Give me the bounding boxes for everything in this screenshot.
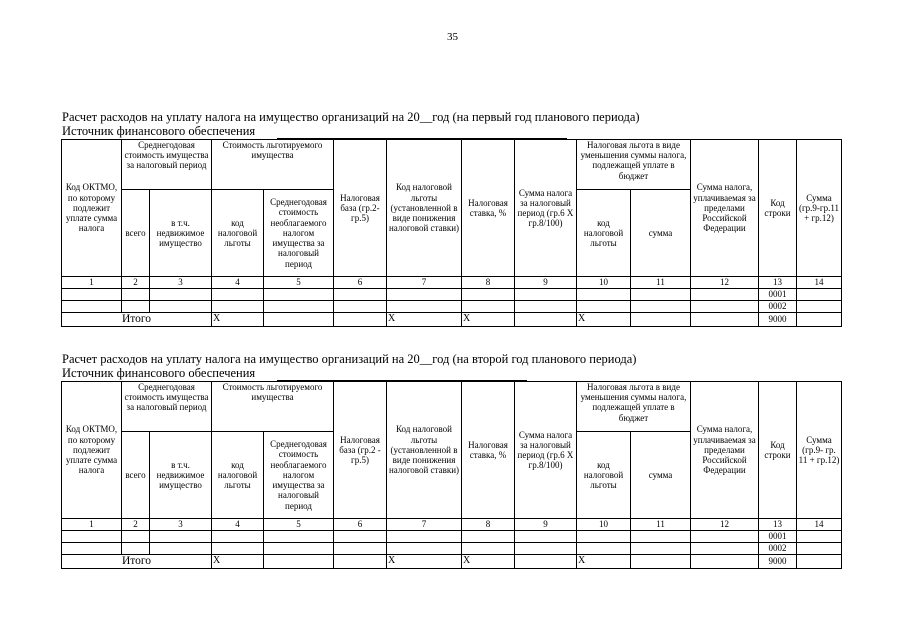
input-cell[interactable] <box>797 289 842 301</box>
header-total-sum: Сумма (гр.9-гр.11 + гр.12) <box>797 140 842 277</box>
header-avg-cost: Среднегодовая стоимость имущества за налоговый период <box>122 140 212 190</box>
input-cell[interactable] <box>515 543 577 555</box>
input-cell[interactable] <box>691 531 759 543</box>
col-number: 6 <box>334 519 387 531</box>
col-number: 1 <box>62 277 122 289</box>
input-cell[interactable] <box>577 531 631 543</box>
col-number: 8 <box>462 277 515 289</box>
col-number: 4 <box>212 277 264 289</box>
input-cell[interactable] <box>462 531 515 543</box>
x-mark: X <box>212 555 264 569</box>
header-row-code: Код строки <box>759 140 797 277</box>
header-tax-sum: Сумма налога за налоговый период (гр.6 X гр.8/100) <box>515 140 577 277</box>
input-cell[interactable] <box>515 313 577 327</box>
col-number: 2 <box>122 519 150 531</box>
header-benefit-rate-code: Код налоговой льготы (установленной в виде понижения налоговой ставки) <box>387 382 462 519</box>
header-sum: сумма <box>631 432 691 519</box>
header-incl-real: в т.ч. недвижимое имущество <box>150 432 212 519</box>
input-cell[interactable] <box>387 301 462 313</box>
input-cell[interactable] <box>797 313 842 327</box>
row-code: 0002 <box>759 301 797 313</box>
x-mark: X <box>387 313 462 327</box>
input-cell[interactable] <box>797 301 842 313</box>
input-cell[interactable] <box>334 543 387 555</box>
col-number: 11 <box>631 277 691 289</box>
input-cell[interactable] <box>212 543 264 555</box>
input-cell[interactable] <box>515 289 577 301</box>
header-tax-sum: Сумма налога за налоговый период (гр.6 X гр.8/100) <box>515 382 577 519</box>
input-cell[interactable] <box>631 289 691 301</box>
total-row <box>62 313 842 327</box>
col-number: 3 <box>150 277 212 289</box>
col-number: 10 <box>577 519 631 531</box>
input-cell[interactable] <box>334 555 387 569</box>
input-cell[interactable] <box>264 313 334 327</box>
input-cell[interactable] <box>577 289 631 301</box>
input-cell[interactable] <box>631 555 691 569</box>
x-mark: X <box>462 313 515 327</box>
input-cell[interactable] <box>577 301 631 313</box>
table2 <box>61 381 842 569</box>
header-benefit-code: код налоговой льготы <box>212 190 264 277</box>
table-row <box>62 301 842 313</box>
header-avg-cost: Среднегодовая стоимость имущества за налоговый период <box>122 382 212 432</box>
input-cell[interactable] <box>264 555 334 569</box>
col-number: 14 <box>797 519 842 531</box>
total-row <box>62 555 842 569</box>
header-rate: Налоговая ставка, % <box>462 382 515 519</box>
input-cell[interactable] <box>797 543 842 555</box>
input-cell[interactable] <box>212 289 264 301</box>
input-cell[interactable] <box>462 289 515 301</box>
col-number: 11 <box>631 519 691 531</box>
col-number: 10 <box>577 277 631 289</box>
row-code: 9000 <box>759 313 797 327</box>
input-cell[interactable] <box>691 543 759 555</box>
input-cell[interactable] <box>264 289 334 301</box>
input-cell[interactable] <box>264 531 334 543</box>
input-cell[interactable] <box>334 531 387 543</box>
input-cell[interactable] <box>462 301 515 313</box>
input-cell[interactable] <box>631 301 691 313</box>
input-cell[interactable] <box>691 289 759 301</box>
header-privileged-cost: Стоимость льготируемого имущества <box>212 140 334 190</box>
header-paid-outside: Сумма налога, уплачиваемая за пределами Российской Федерации <box>691 382 759 519</box>
input-cell[interactable] <box>631 531 691 543</box>
input-cell[interactable] <box>515 301 577 313</box>
input-cell[interactable] <box>334 313 387 327</box>
input-cell[interactable] <box>387 289 462 301</box>
input-cell[interactable] <box>62 543 122 555</box>
col-number: 9 <box>515 519 577 531</box>
input-cell[interactable] <box>387 531 462 543</box>
input-cell[interactable] <box>122 543 150 555</box>
row-code: 0001 <box>759 531 797 543</box>
x-mark: X <box>212 313 264 327</box>
header-rate: Налоговая ставка, % <box>462 140 515 277</box>
input-cell[interactable] <box>122 289 150 301</box>
input-cell[interactable] <box>150 531 212 543</box>
col-number: 1 <box>62 519 122 531</box>
header-privileged-cost: Стоимость льготируемого имущества <box>212 382 334 432</box>
input-cell[interactable] <box>515 531 577 543</box>
input-cell[interactable] <box>264 543 334 555</box>
header-total-sum: Сумма (гр.9- гр. 11 + гр.12) <box>797 382 842 519</box>
header-benefit-rate-code: Код налоговой льготы (установленной в виде понижения налоговой ставки) <box>387 140 462 277</box>
x-mark: X <box>577 555 631 569</box>
header-incl-real: в т.ч. недвижимое имущество <box>150 190 212 277</box>
input-cell[interactable] <box>122 301 150 313</box>
input-cell[interactable] <box>691 301 759 313</box>
header-benefit-reduction: Налоговая льгота в виде уменьшения суммы налога, подлежащей уплате в бюджет <box>577 140 691 190</box>
header-benefit-code-2: код налоговой льготы <box>577 190 631 277</box>
input-cell[interactable] <box>577 543 631 555</box>
table1 <box>61 139 842 327</box>
table-row <box>62 531 842 543</box>
input-cell[interactable] <box>62 301 122 313</box>
col-number: 9 <box>515 277 577 289</box>
page-number: 35 <box>447 31 458 43</box>
row-code: 0002 <box>759 543 797 555</box>
col-number: 12 <box>691 519 759 531</box>
col-number: 7 <box>387 519 462 531</box>
input-cell[interactable] <box>212 301 264 313</box>
input-cell[interactable] <box>150 301 212 313</box>
col-number: 4 <box>212 519 264 531</box>
col-number: 3 <box>150 519 212 531</box>
header-oktmo: Код ОКТМО, по которому подлежит уплате сумма налога <box>62 140 122 277</box>
input-cell[interactable] <box>631 313 691 327</box>
header-sum: сумма <box>631 190 691 277</box>
input-cell[interactable] <box>691 313 759 327</box>
x-mark: X <box>387 555 462 569</box>
col-number: 7 <box>387 277 462 289</box>
header-avg-non-taxed: Среднегодовая стоимость необлагаемого налогом имущества за налоговый период <box>264 432 334 519</box>
input-cell[interactable] <box>691 555 759 569</box>
header-tax-base: Налоговая база (гр.2-гр.5) <box>334 140 387 277</box>
header-benefit-reduction: Налоговая льгота в виде уменьшения суммы налога, подлежащей уплате в бюджет <box>577 382 691 432</box>
input-cell[interactable] <box>462 543 515 555</box>
table2-title: Расчет расходов на уплату налога на имущество организаций на 20__год (на второй год планового периода) <box>62 352 637 366</box>
input-cell[interactable] <box>797 531 842 543</box>
x-mark: X <box>462 555 515 569</box>
col-number: 12 <box>691 277 759 289</box>
input-cell[interactable] <box>515 555 577 569</box>
col-number: 8 <box>462 519 515 531</box>
x-mark: X <box>577 313 631 327</box>
col-number: 5 <box>264 277 334 289</box>
input-cell[interactable] <box>122 531 150 543</box>
row-code: 0001 <box>759 289 797 301</box>
header-benefit-code: код налоговой льготы <box>212 432 264 519</box>
table-row <box>62 289 842 301</box>
col-number: 13 <box>759 519 797 531</box>
input-cell[interactable] <box>212 531 264 543</box>
table-row <box>62 543 842 555</box>
header-oktmo: Код ОКТМО, по которому подлежит уплате сумма налога <box>62 382 122 519</box>
table1-title: Расчет расходов на уплату налога на имущество организаций на 20__год (на первый год планового периода) <box>62 110 640 124</box>
col-number: 14 <box>797 277 842 289</box>
input-cell[interactable] <box>334 289 387 301</box>
header-avg-non-taxed: Среднегодовая стоимость необлагаемого налогом имущества за налоговый период <box>264 190 334 277</box>
header-tax-base: Налоговая база (гр.2 - гр.5) <box>334 382 387 519</box>
header-benefit-code-2: код налоговой льготы <box>577 432 631 519</box>
input-cell[interactable] <box>797 555 842 569</box>
col-number: 13 <box>759 277 797 289</box>
itogo-label: Итого <box>62 313 212 327</box>
input-cell[interactable] <box>264 301 334 313</box>
input-cell[interactable] <box>62 531 122 543</box>
col-number: 5 <box>264 519 334 531</box>
table2-source-label: Источник финансового обеспечения <box>62 366 256 380</box>
input-cell[interactable] <box>631 543 691 555</box>
header-row-code: Код строки <box>759 382 797 519</box>
col-number: 6 <box>334 277 387 289</box>
input-cell[interactable] <box>387 543 462 555</box>
header-total: всего <box>122 432 150 519</box>
table1-source-label: Источник финансового обеспечения <box>62 124 256 138</box>
row-code: 9000 <box>759 555 797 569</box>
input-cell[interactable] <box>62 289 122 301</box>
header-total: всего <box>122 190 150 277</box>
itogo-label: Итого <box>62 555 212 569</box>
input-cell[interactable] <box>150 289 212 301</box>
input-cell[interactable] <box>150 543 212 555</box>
header-paid-outside: Сумма налога, уплачиваемая за пределами Российской Федерации <box>691 140 759 277</box>
input-cell[interactable] <box>334 301 387 313</box>
col-number: 2 <box>122 277 150 289</box>
